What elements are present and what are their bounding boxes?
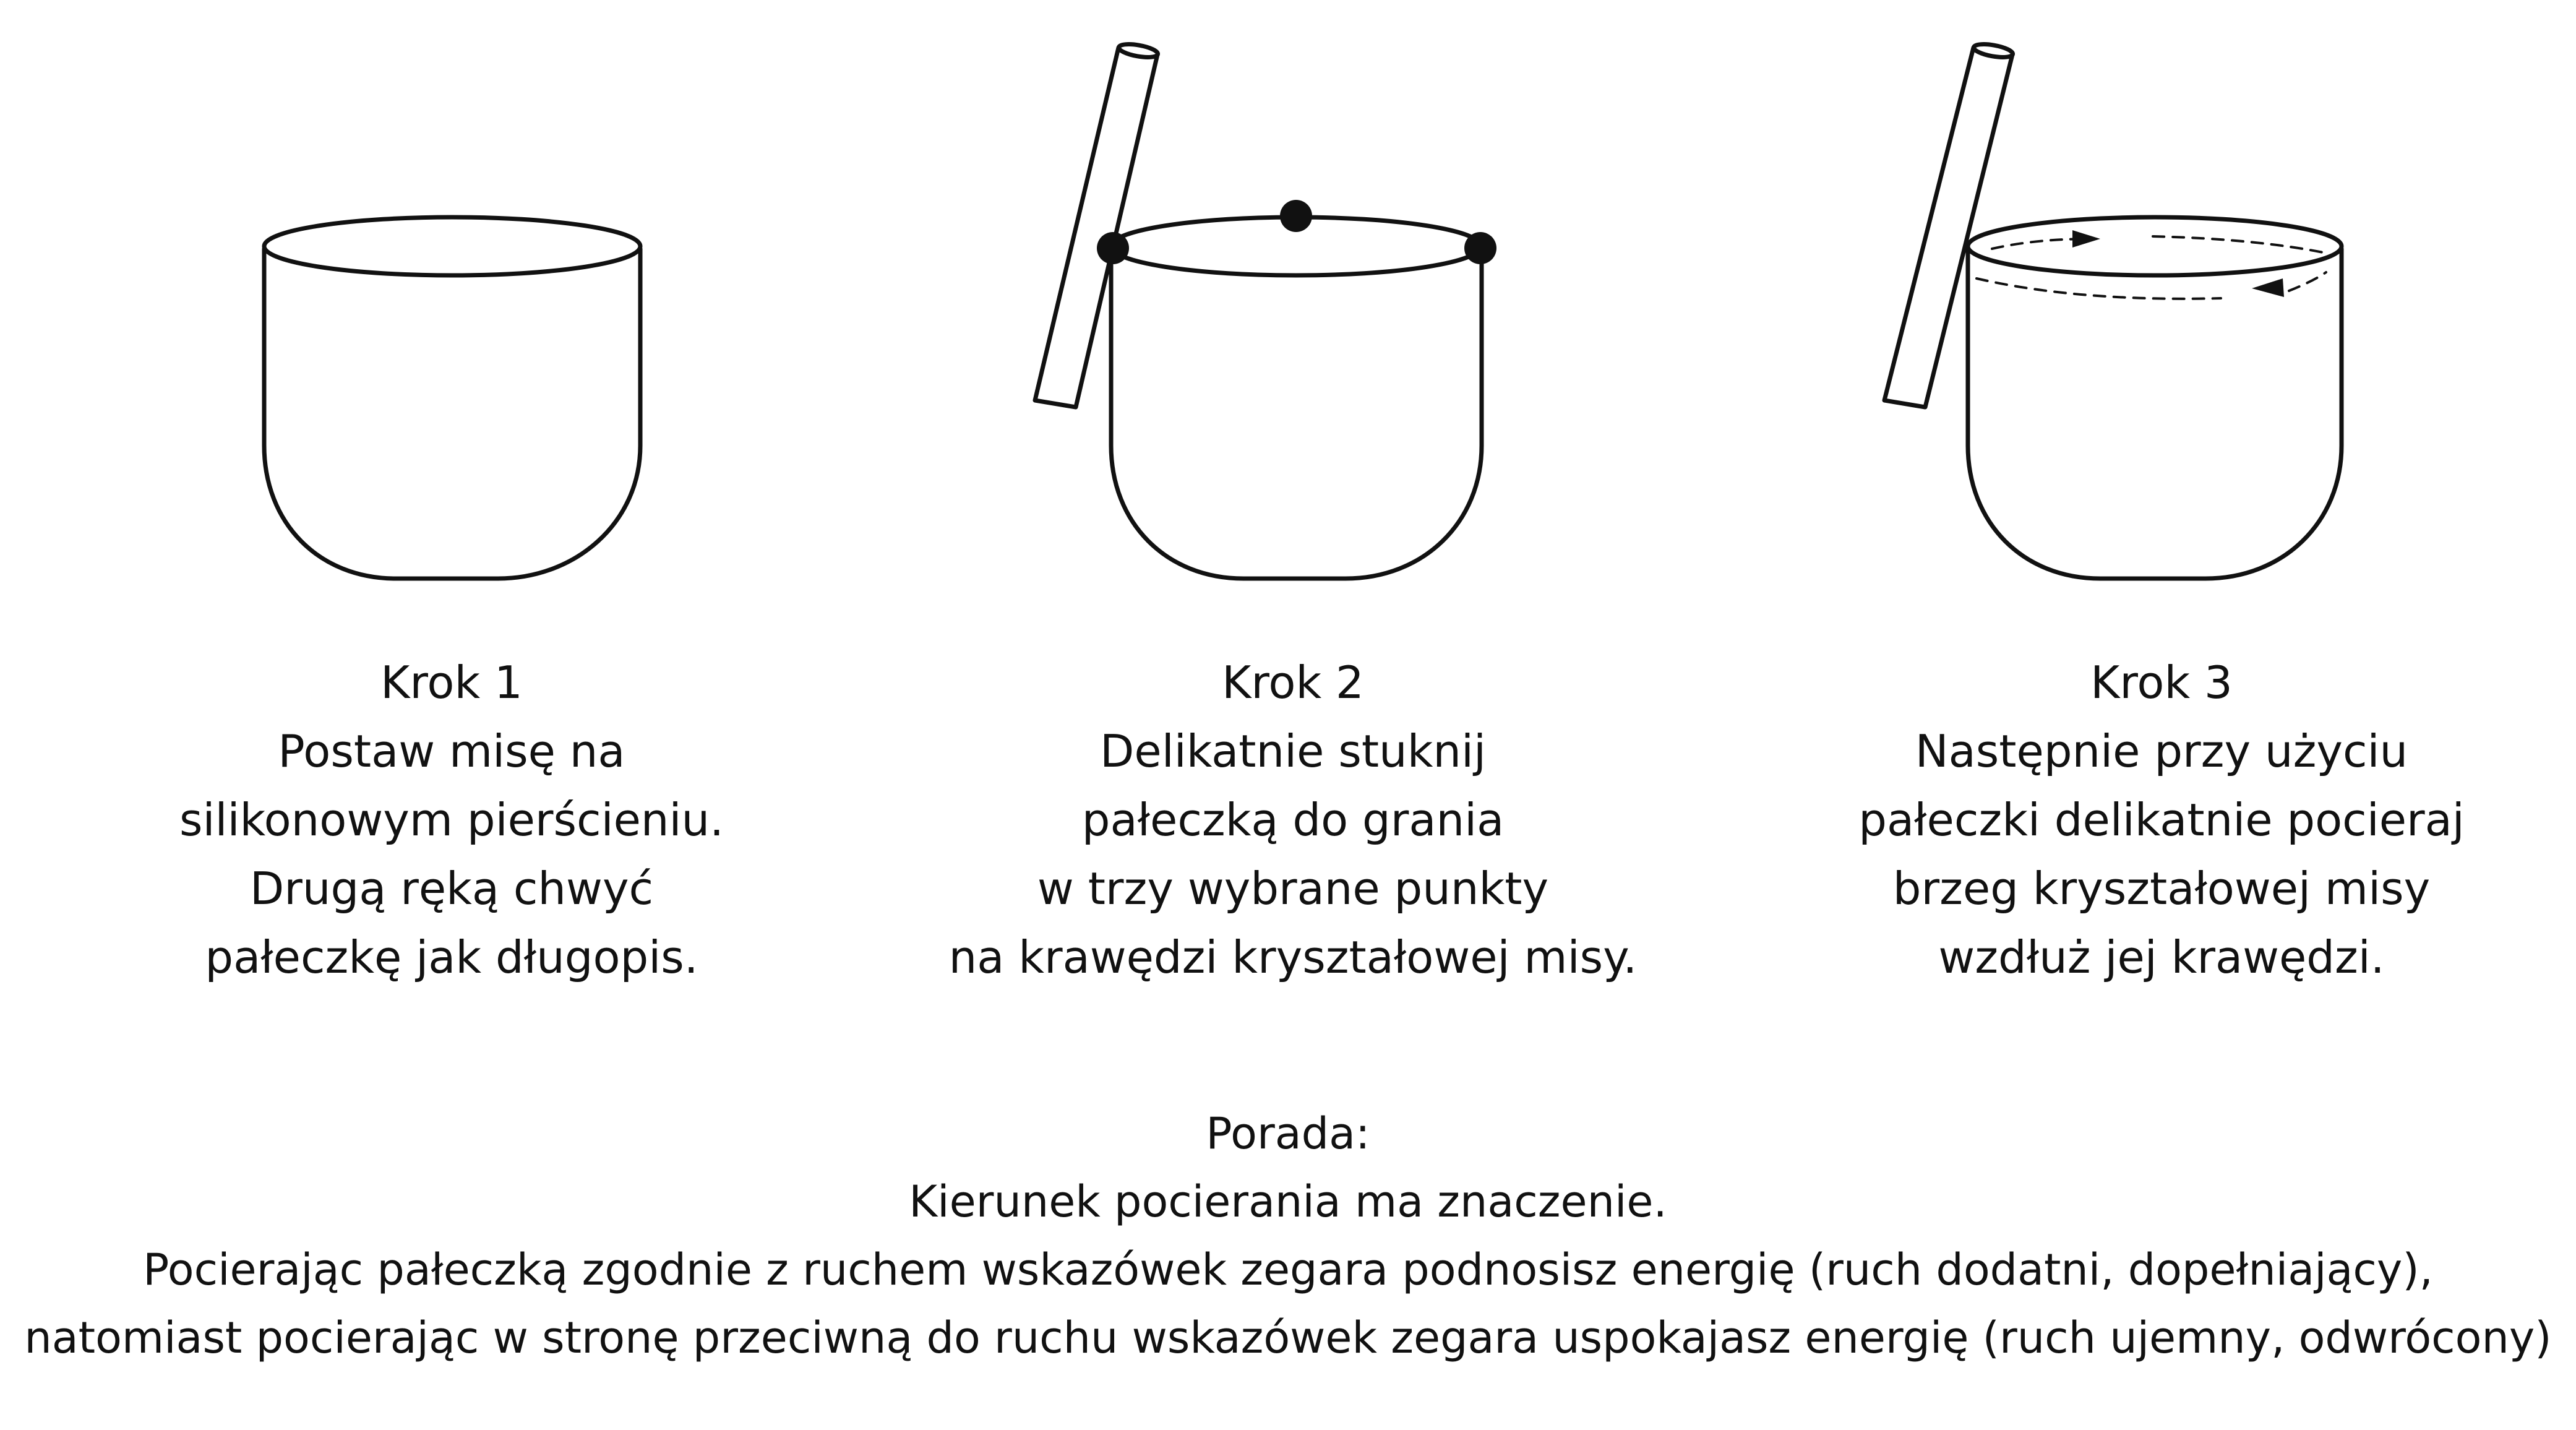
tip-line-1: Kierunek pocierania ma znaczenie. [909, 1176, 1667, 1227]
tap-point-top [1280, 200, 1312, 232]
step-3-line-2: pałeczki delikatnie pocieraj [1858, 794, 2465, 846]
step-1-title: Krok 1 [380, 657, 523, 709]
step-1-line-3: Drugą ręką chwyć [249, 863, 654, 915]
tip-line-3: natomiast pocierając w stronę przeciwną do ruchu wskazówek zegara uspokajasz energię (ruch ujemny, odwrócony) [24, 1312, 2552, 1363]
arrow-path-bottom-right [2289, 272, 2326, 291]
step-3-line-3: brzeg kryształowej misy [1892, 863, 2431, 915]
arrow-path-bottom [1977, 278, 2221, 299]
step-3-line-4: wzdłuż jej krawędzi. [1938, 931, 2385, 983]
step-2-line-1: Delikatnie stuknij [1099, 725, 1487, 777]
step-1-line-1: Postaw misę na [278, 725, 625, 777]
mallet-stick [1035, 42, 1159, 407]
bowl-2 [1035, 42, 1496, 579]
step-3-title: Krok 3 [2090, 657, 2233, 709]
step-2-line-4: na krawędzi kryształowej misy. [948, 931, 1638, 983]
tip-section [0, 1100, 2576, 1372]
step-2-title: Krok 2 [1222, 657, 1364, 709]
tap-point-right [1464, 232, 1496, 264]
bowl-3 [1884, 42, 2342, 579]
tap-point-left [1097, 232, 1129, 264]
step-1-text [49, 648, 854, 992]
mallet-stick [1884, 42, 2014, 407]
step-1-line-4: pałeczkę jak długopis. [205, 931, 698, 983]
bowl-1 [264, 217, 640, 579]
step-2-line-2: pałeczką do grania [1081, 794, 1505, 846]
arrowhead-left-icon [2252, 278, 2284, 297]
step-2-text [891, 648, 1695, 992]
step-3-line-1: Następnie przy użyciu [1915, 725, 2408, 777]
step-3-text [1759, 648, 2564, 992]
step-2-line-3: w trzy wybrane punkty [1037, 863, 1549, 915]
tip-heading: Porada: [1206, 1108, 1370, 1159]
tip-line-2: Pocierając pałeczką zgodnie z ruchem wskazówek zegara podnosisz energię (ruch dodatni, dopełniający), [143, 1244, 2433, 1295]
step-1-line-2: silikonowym pierścieniu. [179, 794, 724, 846]
